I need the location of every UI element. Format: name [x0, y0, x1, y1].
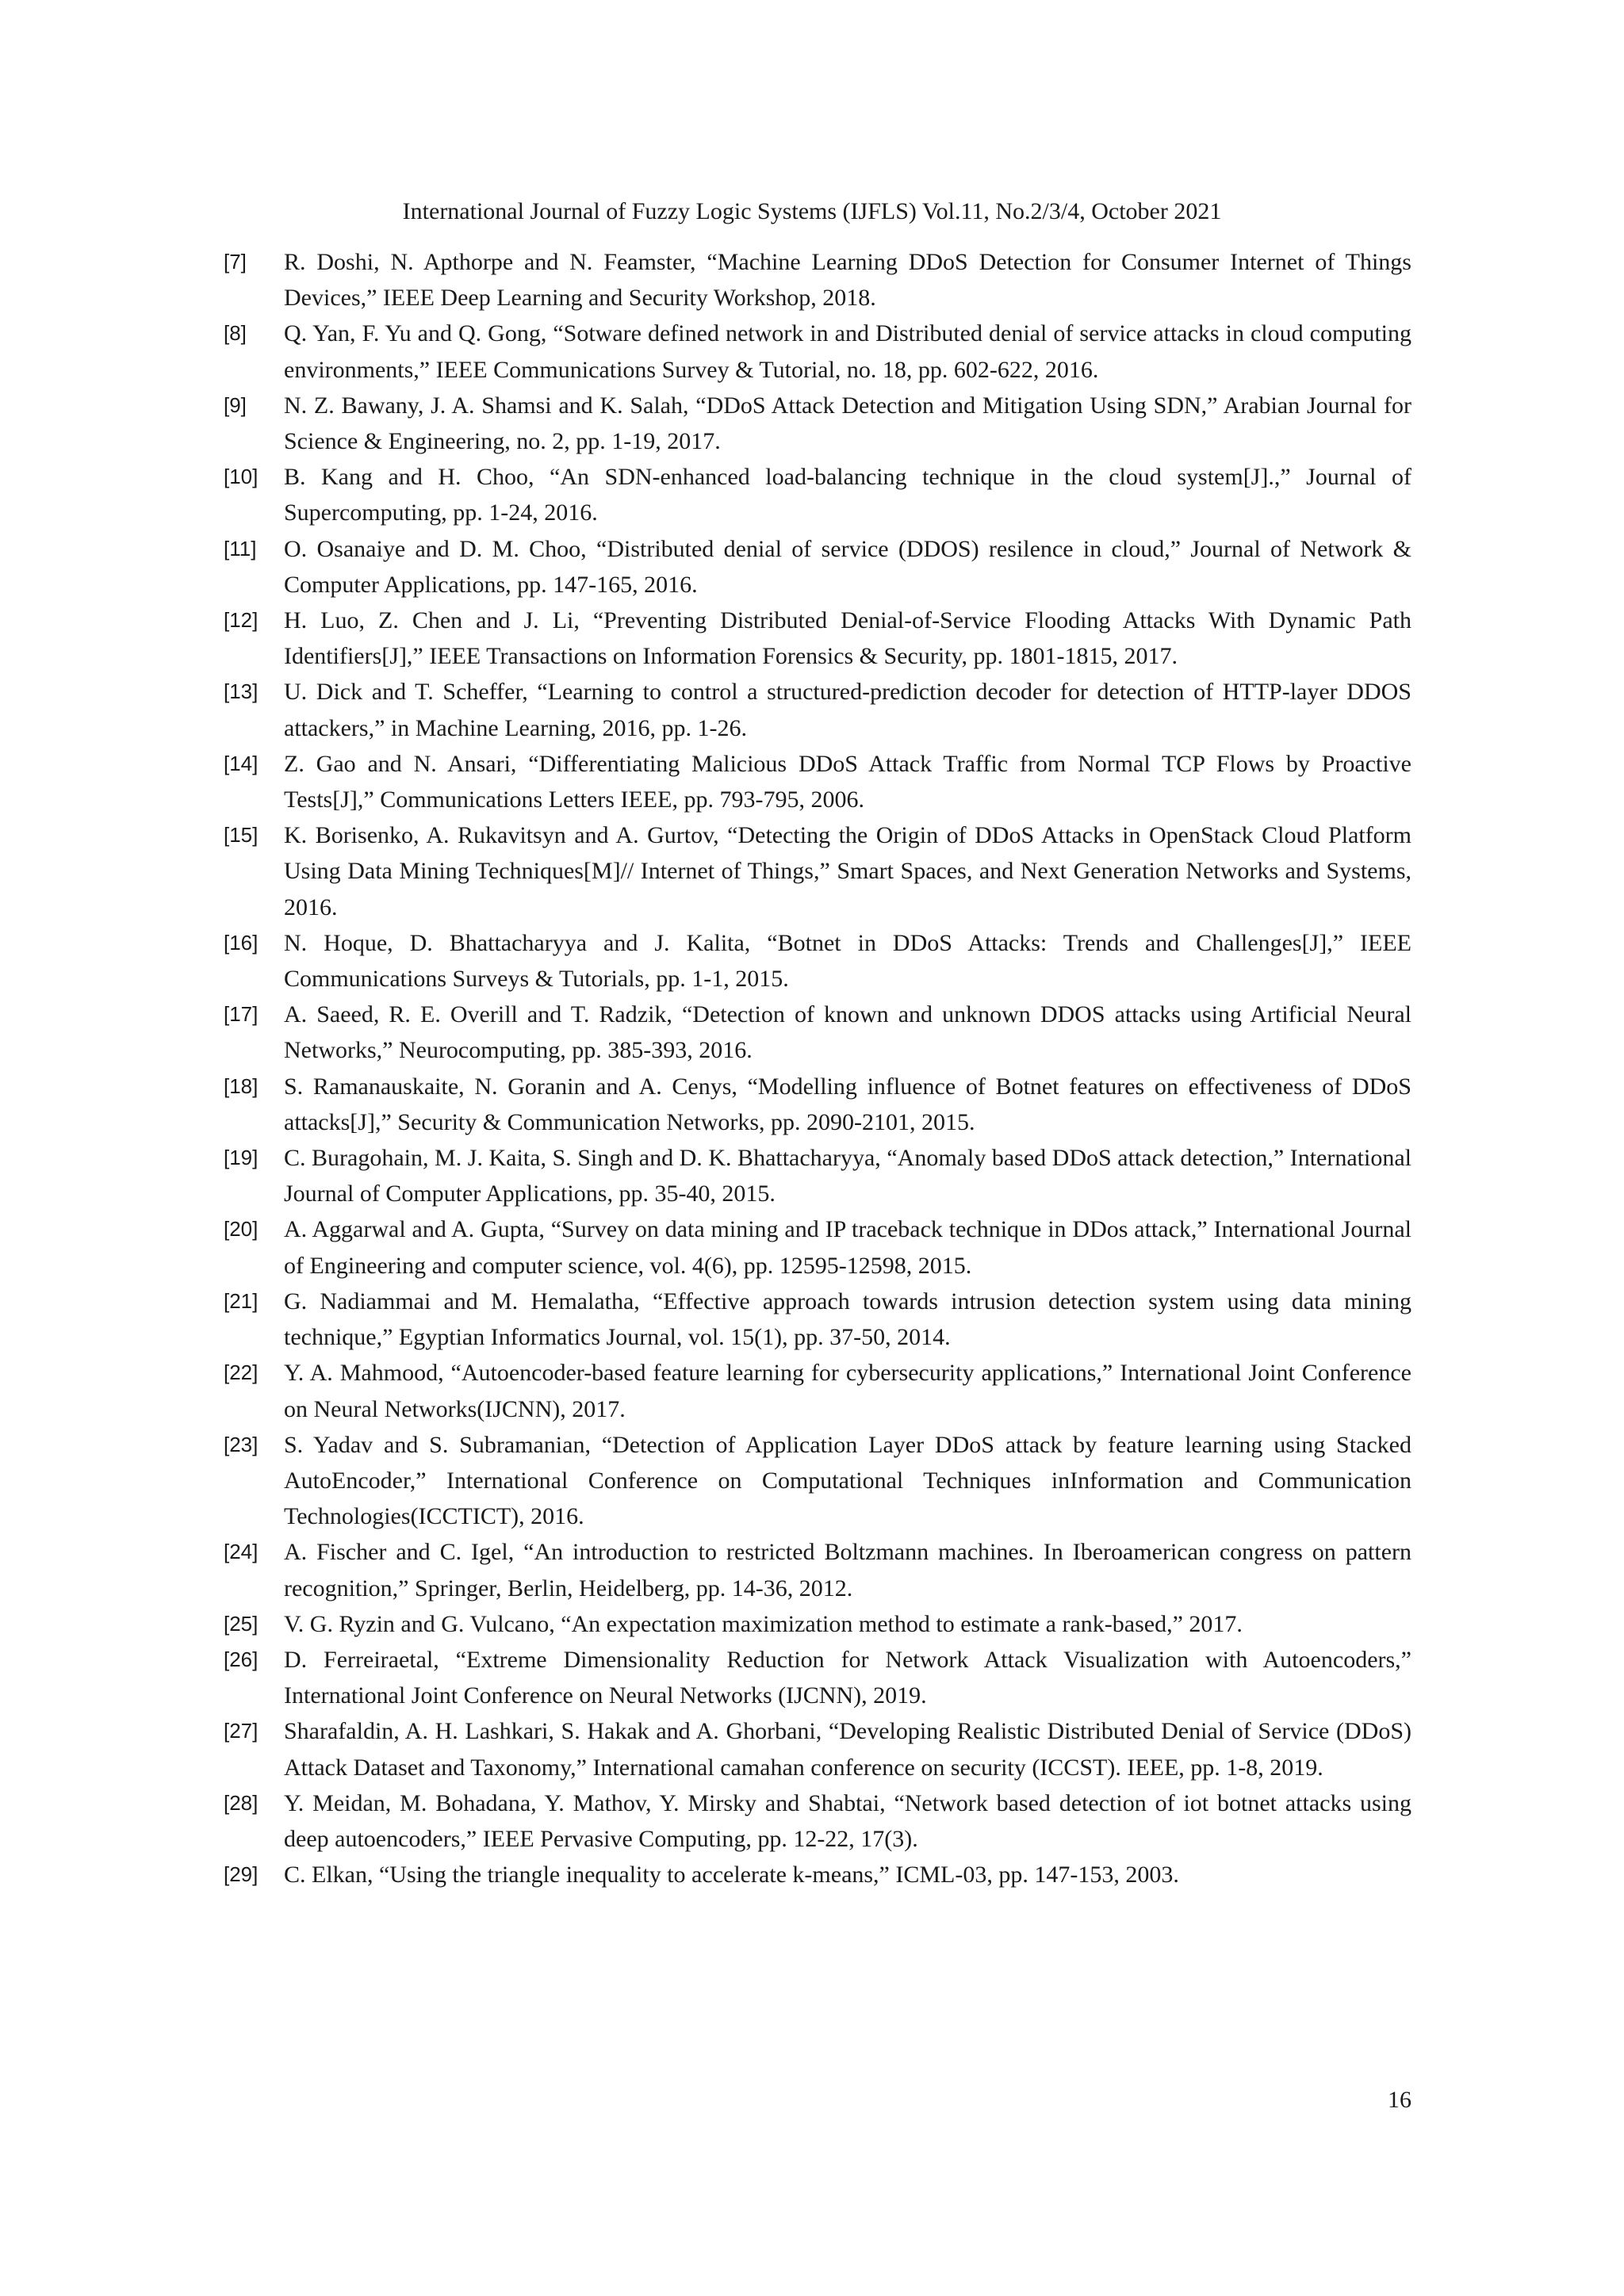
- reference-number: [21]: [224, 1288, 259, 1313]
- reference-text: S. Yadav and S. Subramanian, “Detection of Application Layer DDoS attack by feature learning using Stacked AutoEncoder,” International Conference on Computational Techniques inInformation and Communication Technologies(ICCTICT), 2016.: [284, 1431, 1411, 1530]
- reference-item: [224, 244, 1411, 316]
- running-header: International Journal of Fuzzy Logic Systems (IJFLS) Vol.11, No.2/3/4, October 2021: [402, 198, 1222, 224]
- reference-item: [224, 1785, 1411, 1857]
- reference-list: [224, 244, 1411, 1892]
- reference-item: [224, 997, 1411, 1068]
- reference-text: A. Saeed, R. E. Overill and T. Radzik, “Detection of known and unknown DDOS attacks using Artificial Neural Networks,” Neurocomputing, pp. 385-393, 2016.: [284, 1001, 1411, 1064]
- reference-number: [23]: [224, 1432, 259, 1456]
- reference-number: [9]: [224, 392, 247, 417]
- reference-item: [224, 1427, 1411, 1535]
- reference-number: [7]: [224, 250, 247, 274]
- reference-number: [13]: [224, 679, 259, 704]
- reference-item: [224, 388, 1411, 459]
- reference-number: [16]: [224, 930, 259, 955]
- reference-item: [224, 1069, 1411, 1140]
- reference-number: [27]: [224, 1719, 259, 1743]
- reference-text: Z. Gao and N. Ansari, “Differentiating Malicious DDoS Attack Traffic from Normal TCP Flows by Proactive Tests[J],” Communications Letters IEEE, pp. 793-795, 2006.: [284, 750, 1411, 813]
- reference-number: [20]: [224, 1217, 259, 1242]
- reference-item: [224, 459, 1411, 530]
- reference-text: Q. Yan, F. Yu and Q. Gong, “Sotware defined network in and Distributed denial of service attacks in cloud computing environments,” IEEE Communications Survey & Tutorial, no. 18, pp. 602-622, 2016.: [284, 320, 1411, 383]
- reference-item: [224, 316, 1411, 387]
- reference-text: Y. A. Mahmood, “Autoencoder-based feature learning for cybersecurity applications,” International Joint Conference on Neural Networks(IJCNN), 2017.: [284, 1360, 1411, 1422]
- reference-text: Y. Meidan, M. Bohadana, Y. Mathov, Y. Mirsky and Shabtai, “Network based detection of iot botnet attacks using deep autoencoders,” IEEE Pervasive Computing, pp. 12-22, 17(3).: [284, 1789, 1411, 1852]
- reference-item: [224, 1642, 1411, 1713]
- reference-text: R. Doshi, N. Apthorpe and N. Feamster, “Machine Learning DDoS Detection for Consumer Internet of Things Devices,” IEEE Deep Learning and Security Workshop, 2018.: [284, 249, 1411, 312]
- reference-text: C. Elkan, “Using the triangle inequality to accelerate k-means,” ICML-03, pp. 147-153, 2003.: [284, 1862, 1179, 1888]
- reference-text: K. Borisenko, A. Rukavitsyn and A. Gurtov, “Detecting the Origin of DDoS Attacks in OpenStack Cloud Platform Using Data Mining Techniques[M]// Internet of Things,” Smart Spaces, and Next Generation Networks and Systems, 2016.: [284, 822, 1411, 920]
- reference-item: [224, 603, 1411, 674]
- reference-number: [22]: [224, 1360, 259, 1385]
- reference-number: [18]: [224, 1073, 259, 1098]
- reference-item: [224, 1284, 1411, 1355]
- reference-number: [11]: [224, 536, 257, 561]
- reference-number: [10]: [224, 465, 259, 489]
- reference-item: [224, 1355, 1411, 1426]
- reference-text: A. Fischer and C. Igel, “An introduction to restricted Boltzmann machines. In Iberoamerican congress on pattern recognition,” Springer, Berlin, Heidelberg, pp. 14-36, 2012.: [284, 1539, 1411, 1601]
- reference-item: [224, 1606, 1411, 1642]
- reference-item: [224, 1140, 1411, 1211]
- reference-number: [26]: [224, 1647, 259, 1671]
- reference-number: [29]: [224, 1862, 259, 1887]
- reference-number: [25]: [224, 1611, 259, 1636]
- reference-item: [224, 1211, 1411, 1283]
- reference-number: [28]: [224, 1790, 259, 1815]
- reference-item: [224, 817, 1411, 925]
- reference-text: Sharafaldin, A. H. Lashkari, S. Hakak and A. Ghorbani, “Developing Realistic Distributed Denial of Service (DDoS) Attack Dataset and Taxonomy,” International camahan conference on security (ICCST). IEEE, pp. 1-8, 2019.: [284, 1718, 1411, 1781]
- reference-text: A. Aggarwal and A. Gupta, “Survey on data mining and IP traceback technique in DDos attack,” International Journal of Engineering and computer science, vol. 4(6), pp. 12595-12598, 2015.: [284, 1216, 1411, 1279]
- reference-item: [224, 746, 1411, 817]
- reference-text: G. Nadiammai and M. Hemalatha, “Effective approach towards intrusion detection system using data mining technique,” Egyptian Informatics Journal, vol. 15(1), pp. 37-50, 2014.: [284, 1288, 1411, 1351]
- reference-text: V. G. Ryzin and G. Vulcano, “An expectation maximization method to estimate a rank-based,” 2017.: [284, 1610, 1243, 1637]
- reference-text: S. Ramanauskaite, N. Goranin and A. Cenys, “Modelling influence of Botnet features on effectiveness of DDoS attacks[J],” Security & Communication Networks, pp. 2090-2101, 2015.: [284, 1073, 1411, 1135]
- reference-item: [224, 1534, 1411, 1605]
- reference-item: [224, 1713, 1411, 1785]
- reference-text: U. Dick and T. Scheffer, “Learning to control a structured-prediction decoder for detection of HTTP-layer DDOS attackers,” in Machine Learning, 2016, pp. 1-26.: [284, 679, 1411, 741]
- reference-text: N. Z. Bawany, J. A. Shamsi and K. Salah, “DDoS Attack Detection and Mitigation Using SDN,” Arabian Journal for Science & Engineering, no. 2, pp. 1-19, 2017.: [284, 392, 1411, 455]
- reference-number: [19]: [224, 1146, 259, 1170]
- reference-text: N. Hoque, D. Bhattacharyya and J. Kalita, “Botnet in DDoS Attacks: Trends and Challenges[J],” IEEE Communications Surveys & Tutorials, pp. 1-1, 2015.: [284, 929, 1411, 993]
- page-number: 16: [1388, 2087, 1411, 2113]
- reference-text: C. Buragohain, M. J. Kaita, S. Singh and D. K. Bhattacharyya, “Anomaly based DDoS attack detection,” International Journal of Computer Applications, pp. 35-40, 2015.: [284, 1145, 1411, 1207]
- reference-number: [24]: [224, 1540, 259, 1564]
- reference-number: [8]: [224, 321, 247, 346]
- reference-text: O. Osanaiye and D. M. Choo, “Distributed denial of service (DDOS) resilence in cloud,” Journal of Network & Computer Applications, pp. 147-165, 2016.: [284, 535, 1411, 598]
- reference-text: H. Luo, Z. Chen and J. Li, “Preventing Distributed Denial-of-Service Flooding Attacks With Dynamic Path Identifiers[J],” IEEE Transactions on Information Forensics & Security, pp. 1801-1815, 2017.: [284, 607, 1411, 670]
- reference-number: [15]: [224, 823, 259, 848]
- reference-number: [14]: [224, 751, 259, 775]
- reference-item: [224, 1857, 1411, 1892]
- reference-number: [17]: [224, 1002, 259, 1027]
- reference-text: B. Kang and H. Choo, “An SDN-enhanced load-balancing technique in the cloud system[J].,” Journal of Supercomputing, pp. 1-24, 2016.: [284, 464, 1411, 526]
- reference-item: [224, 674, 1411, 745]
- reference-text: D. Ferreiraetal, “Extreme Dimensionality Reduction for Network Attack Visualization with Autoencoders,” International Joint Conference on Neural Networks (IJCNN), 2019.: [284, 1646, 1411, 1709]
- reference-number: [12]: [224, 608, 259, 633]
- reference-item: [224, 531, 1411, 603]
- reference-item: [224, 925, 1411, 997]
